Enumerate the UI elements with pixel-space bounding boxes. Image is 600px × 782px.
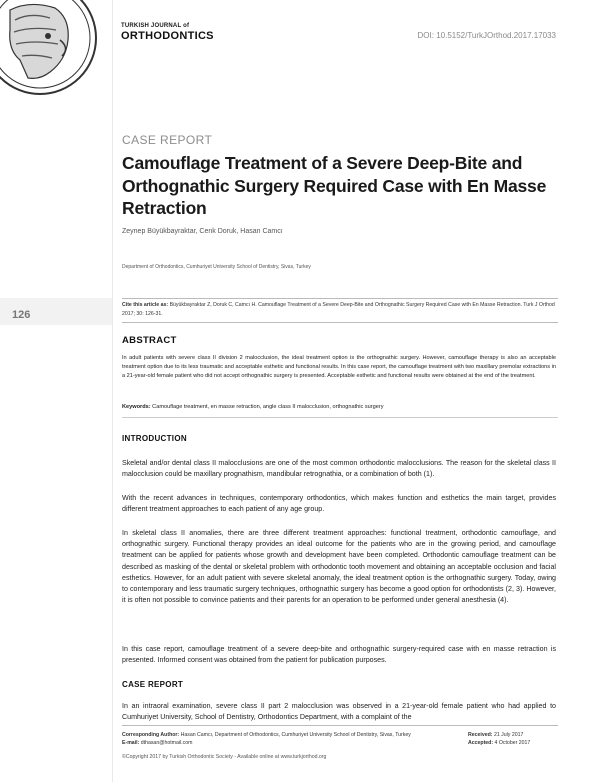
article-dates: [468, 731, 530, 747]
citation-block: [122, 301, 556, 319]
email-address[interactable]: dthasan@hotmail.com: [139, 740, 193, 746]
introduction-heading: INTRODUCTION: [122, 434, 187, 443]
intro-paragraph-1: Skeletal and/or dental class II malocclusions are one of the most common orthodontic malocclusions. The reason for the skeletal class II malocclusion could be maxillary prognathism, mandibular retrognathia, or a combination of both (1).: [122, 459, 556, 479]
doi-link[interactable]: DOI: 10.5152/TurkJOrthod.2017.17033: [417, 31, 556, 40]
affiliation: Department of Orthodontics, Cumhuriyet University School of Dentistry, Sivas, Turkey: [122, 264, 311, 270]
journal-name-small: TURKISH JOURNAL of: [121, 23, 190, 29]
citation-rule-top: [122, 298, 558, 299]
intro-paragraph-3: In skeletal class II anomalies, there are three different treatment approaches: functional treatment, orthodontic camouflage, and orthognathic surgery. Functional therapy provides an ideal outcome for the patients who are in the growing period, and camouflage treatment can be applied for patients whose growth and development have been completed. Orthodontic camouflage treatment can be described as masking of the dental or skeletal problem with orthodontic tooth movement and obtaining an acceptable occlusion and facial esthetics. However, for an adult patient with severe skeletal anomaly, the ideal treatment option is the orthognathic surgery. Today, owing to contemporary and less traumatic surgery techniques, orthognathic surgery has become a good option for orthodontists (2, 3). However, it is often not possible to convince patients and their parents for an operation to be performed under general anesthesia (4).: [122, 529, 556, 605]
received-label: Received:: [468, 732, 493, 738]
accepted-label: Accepted:: [468, 740, 494, 746]
author-list: Zeynep Büyükbayraktar, Cenk Doruk, Hasan Camcı: [122, 228, 283, 235]
citation-text: Büyükbayraktar Z, Doruk C, Camcı H. Camouflage Treatment of a Severe Deep-Bite and Orthognathic Surgery Required Case with En Masse Retraction. Turk J Orthod 2017; 30: 126-31.: [122, 302, 555, 317]
received-date: 21 July 2017: [492, 732, 524, 738]
abstract-text: In adult patients with severe class II division 2 malocclusion, the ideal treatment option is the orthognathic surgery. However, camouflage therapy is also an acceptable treatment option due to its less traumatic and acceptable esthetic and functional results. In this case report, the camouflage treatment with two maxillary premolar extractions in a 21-year-old female patient who did not accept orthognathic surgery is presented. Acceptable esthetic and functional results were obtained at the end of the treatment.: [122, 355, 556, 380]
intro-paragraph-4: In this case report, camouflage treatment of a severe deep-bite and orthognathic surgery-required case with en masse retraction is presented. Informed consent was obtained from the patient for publication purposes.: [122, 645, 556, 665]
copyright-notice: ©Copyright 2017 by Turkish Orthodontic Society - Available online at www.turkjorthod.org: [122, 754, 327, 760]
keywords-label: Keywords:: [122, 404, 151, 410]
margin-divider: [112, 0, 113, 782]
journal-name: ORTHODONTICS: [121, 30, 214, 42]
corresponding-label: Corresponding Author:: [122, 732, 180, 738]
article-title: Camouflage Treatment of a Severe Deep-Bite and Orthognathic Surgery Required Case with En Masse Retraction: [122, 153, 547, 218]
intro-paragraph-2: With the recent advances in techniques, contemporary orthodontics, which makes function and esthetics the main target, provides different treatment approaches to each patient of any age group.: [122, 494, 556, 514]
journal-logo-medallion: [0, 0, 100, 100]
section-label: CASE REPORT: [122, 133, 213, 147]
keywords: [122, 404, 556, 410]
case-paragraph-1: In an intraoral examination, severe class II part 2 malocclusion was observed in a 21-year-old female patient who had applied to Cumhuriyet University, School of Dentistry, Orthodontics Department, with a complaint of the: [122, 702, 556, 722]
page-number: 126: [12, 309, 31, 321]
footer-rule: [122, 725, 558, 726]
abstract-heading: ABSTRACT: [122, 335, 177, 346]
corresponding-text: Hasan Camcı, Department of Orthodontics, Cumhuriyet University School of Dentistry, Sivas, Turkey: [179, 732, 411, 738]
keywords-text: Camouflage treatment, en masse retraction, angle class II malocclusion, orthognathic surgery: [150, 404, 384, 410]
accepted-date: 4 October 2017: [493, 740, 531, 746]
case-report-heading: CASE REPORT: [122, 680, 184, 689]
abstract-divider: [122, 417, 558, 418]
email-label: E-mail:: [122, 740, 140, 746]
citation-label: Cite this article as:: [122, 302, 169, 308]
citation-rule-bottom: [122, 322, 558, 323]
corresponding-author: [122, 731, 462, 747]
